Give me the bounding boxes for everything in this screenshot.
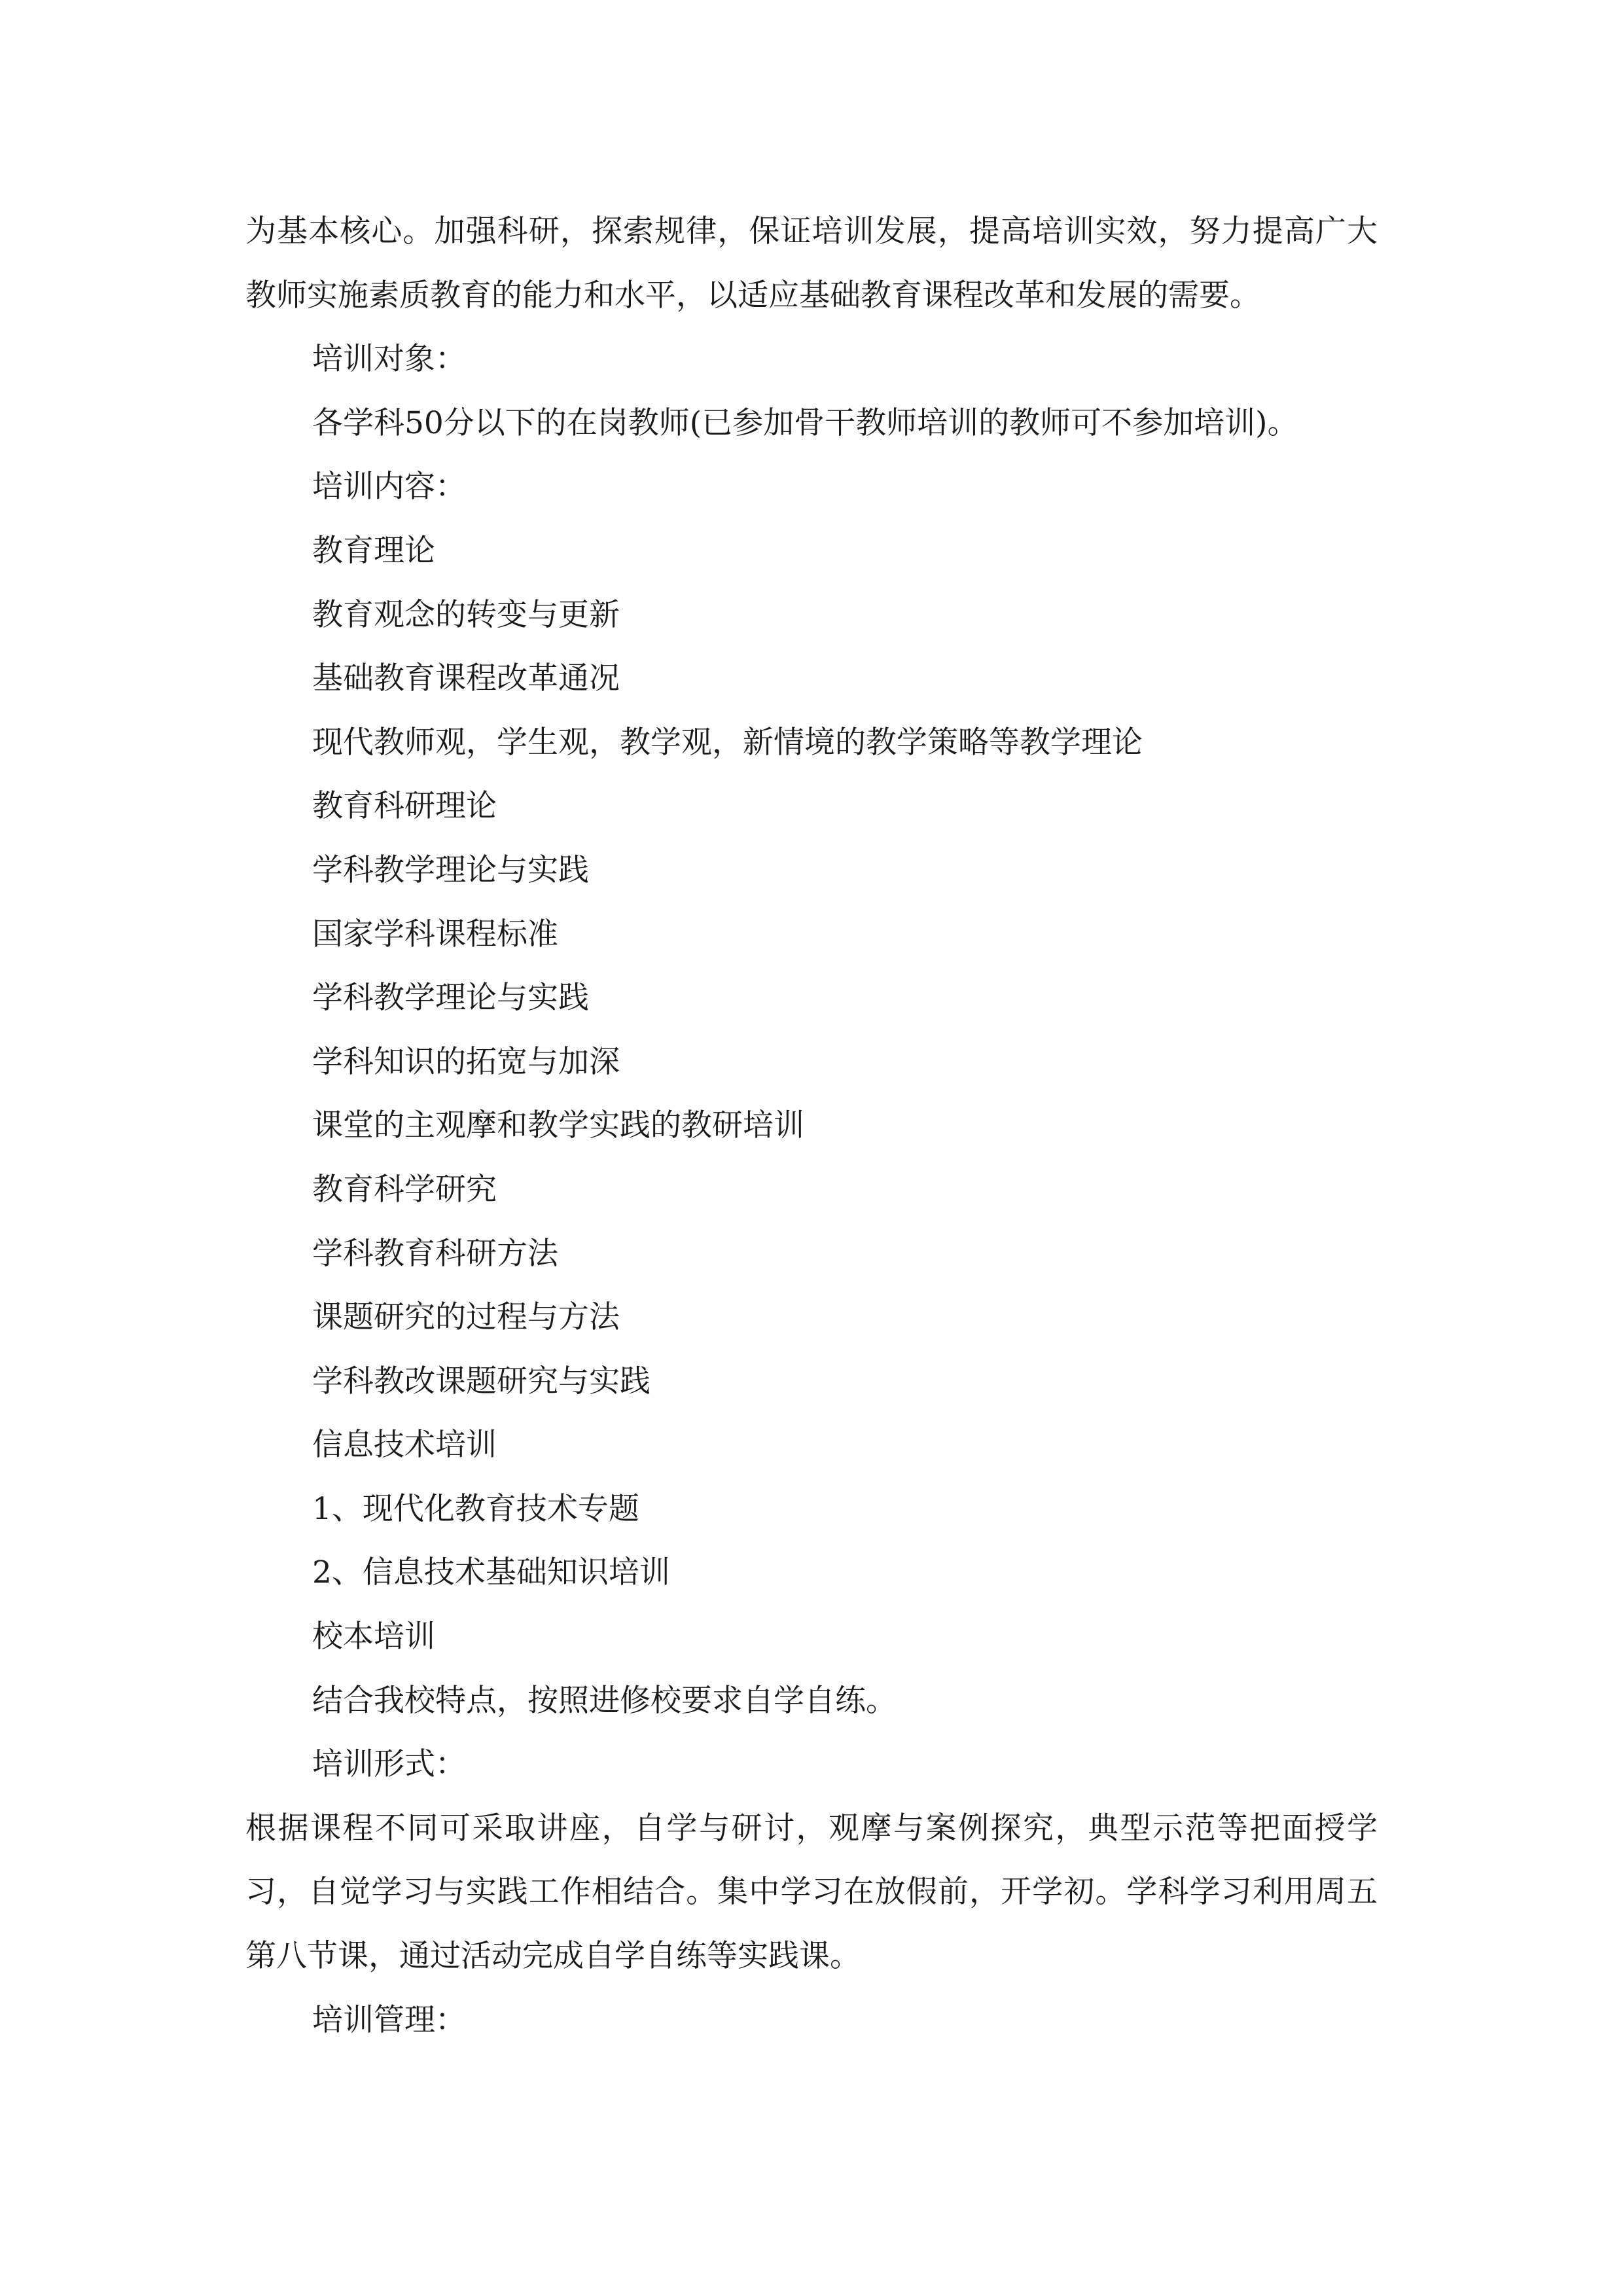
content-item: 基础教育课程改革通况 [312, 660, 620, 697]
intro-paragraph: 为基本核心。加强科研，探索规律，保证培训发展，提高培训实效，努力提高广大教师实施素质教育的能力和水平，以适应基础教育课程改革和发展的需要。 [245, 213, 1378, 314]
content-item: 教育科研理论 [312, 788, 497, 825]
content-item: 课题研究的过程与方法 [312, 1299, 620, 1336]
content-item: 教育理论 [312, 532, 435, 569]
content-item: 学科教学理论与实践 [312, 852, 589, 888]
content-item: 2、信息技术基础知识培训 [312, 1554, 670, 1591]
content-item: 校本培训 [312, 1619, 435, 1655]
content-item: 1、现代化教育技术专题 [312, 1490, 639, 1527]
content-item: 教育观念的转变与更新 [312, 596, 620, 633]
content-item: 教育科学研究 [312, 1171, 497, 1208]
content-item: 学科教学理论与实践 [312, 980, 589, 1016]
content-item: 国家学科课程标准 [312, 916, 558, 952]
content-item: 信息技术培训 [312, 1427, 497, 1463]
content-item: 结合我校特点，按照进修校要求自学自练。 [312, 1682, 897, 1719]
document-body [245, 200, 1378, 2052]
training-target-text: 各学科50分以下的在岗教师(已参加骨干教师培训的教师可不参加培训)。 [312, 404, 1298, 441]
content-item: 现代教师观，学生观，教学观，新情境的教学策略等教学理论 [312, 724, 1143, 761]
heading-training-content: 培训内容： [312, 469, 466, 505]
heading-training-form: 培训形式： [312, 1746, 466, 1783]
training-form-paragraph: 根据课程不同可采取讲座，自学与研讨，观摩与案例探究，典型示范等把面授学习，自觉学习与实践工作相结合。集中学习在放假前，开学初。学科学习利用周五第八节课，通过活动完成自学自练等实践课。 [245, 1810, 1378, 1975]
content-item: 学科教育科研方法 [312, 1235, 558, 1272]
content-item: 课堂的主观摩和教学实践的教研培训 [312, 1107, 804, 1144]
heading-training-management: 培训管理： [312, 2001, 466, 2038]
heading-training-target: 培训对象： [312, 341, 466, 378]
content-item: 学科知识的拓宽与加深 [312, 1043, 620, 1080]
content-item: 学科教改课题研究与实践 [312, 1363, 651, 1399]
